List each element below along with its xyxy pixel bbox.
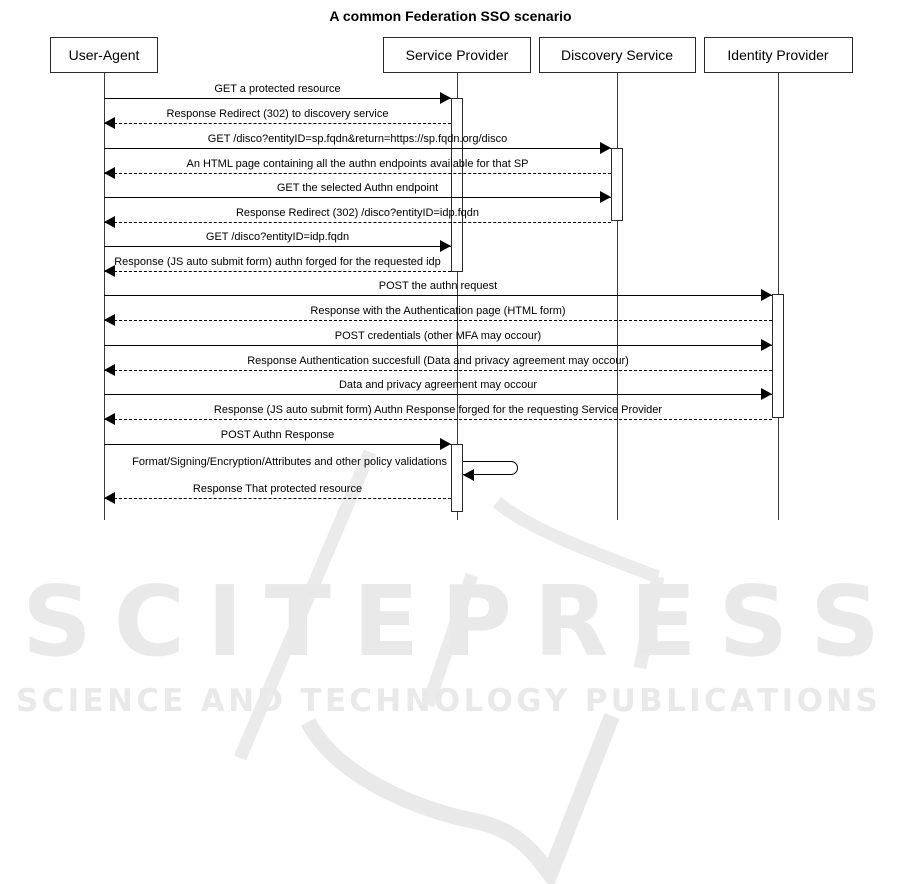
message-line (104, 222, 611, 223)
message-line (104, 148, 611, 149)
arrowhead-icon (104, 413, 115, 425)
activation-service-provider (451, 444, 463, 512)
message-line (104, 123, 451, 124)
activation-service-provider (451, 98, 463, 272)
arrowhead-icon (440, 438, 451, 450)
arrowhead-icon (440, 92, 451, 104)
arrowhead-icon (104, 167, 115, 179)
message-line (104, 444, 451, 445)
message-label: An HTML page containing all the authn endpoints available for that SP (186, 158, 529, 170)
message-line (104, 173, 611, 174)
message-label: Response Redirect (302) /disco?entityID=idp.fqdn (235, 207, 480, 219)
arrowhead-icon (104, 117, 115, 129)
message-line (104, 370, 772, 371)
activation-identity-provider (772, 294, 784, 418)
actor-service-provider (383, 37, 531, 73)
actor-user-agent (50, 37, 158, 73)
message-label: Response (JS auto submit form) authn forged for the requested idp (114, 256, 441, 268)
arrowhead-icon (761, 388, 772, 400)
arrowhead-icon (761, 339, 772, 351)
arrowhead-icon (104, 314, 115, 326)
message-label: Response That protected resource (192, 483, 363, 495)
actor-discovery-service (539, 37, 696, 73)
lifeline-user-agent (104, 73, 105, 520)
message-label: Format/Signing/Encryption/Attributes and other policy validations (132, 456, 447, 468)
diagram-title: A common Federation SSO scenario (329, 8, 572, 24)
message-label: Response (JS auto submit form) Authn Response forged for the requesting Service Provider (213, 404, 663, 416)
message-line (104, 320, 772, 321)
arrowhead-icon (104, 216, 115, 228)
actor-label: Discovery Service (560, 47, 674, 63)
message-label: POST the authn request (378, 280, 498, 292)
lifeline-discovery-service (617, 73, 618, 520)
message-line (104, 271, 451, 272)
message-line (104, 295, 772, 296)
message-label: Response Redirect (302) to discovery service (166, 108, 389, 120)
message-label: Data and privacy agreement may occour (338, 379, 538, 391)
arrowhead-icon (600, 191, 611, 203)
message-line (104, 246, 451, 247)
arrowhead-icon (104, 364, 115, 376)
arrowhead-icon (600, 142, 611, 154)
arrowhead-icon (440, 240, 451, 252)
arrowhead-icon (104, 492, 115, 504)
message-label: POST Authn Response (220, 429, 335, 441)
message-label: GET /disco?entityID=sp.fqdn&return=https://sp.fqdn.org/disco (207, 133, 508, 145)
actor-label: Service Provider (405, 47, 509, 63)
arrowhead-icon (761, 289, 772, 301)
message-line (104, 419, 772, 420)
activation-discovery-service (611, 148, 623, 221)
message-label: GET a protected resource (214, 83, 341, 95)
message-label: GET the selected Authn endpoint (276, 182, 439, 194)
message-label: GET /disco?entityID=idp.fqdn (205, 231, 350, 243)
message-label: POST credentials (other MFA may occour) (334, 330, 542, 342)
message-line (104, 345, 772, 346)
watermark-wordmark: S C I T E P R E S S (22, 565, 880, 678)
actor-label: Identity Provider (727, 47, 829, 63)
message-line (104, 498, 451, 499)
message-line (104, 394, 772, 395)
message-line (104, 197, 611, 198)
arrowhead-icon (463, 469, 474, 481)
message-line (104, 98, 451, 99)
actor-label: User-Agent (68, 47, 140, 63)
message-label: Response with the Authentication page (HTML form) (310, 305, 566, 317)
watermark-tagline: S C I E N C E A N D T E C H N O L O G Y P U B L I C A T I O N S (16, 683, 878, 719)
actor-identity-provider (704, 37, 853, 73)
message-label: Response Authentication succesfull (Data and privacy agreement may occour) (247, 355, 629, 367)
